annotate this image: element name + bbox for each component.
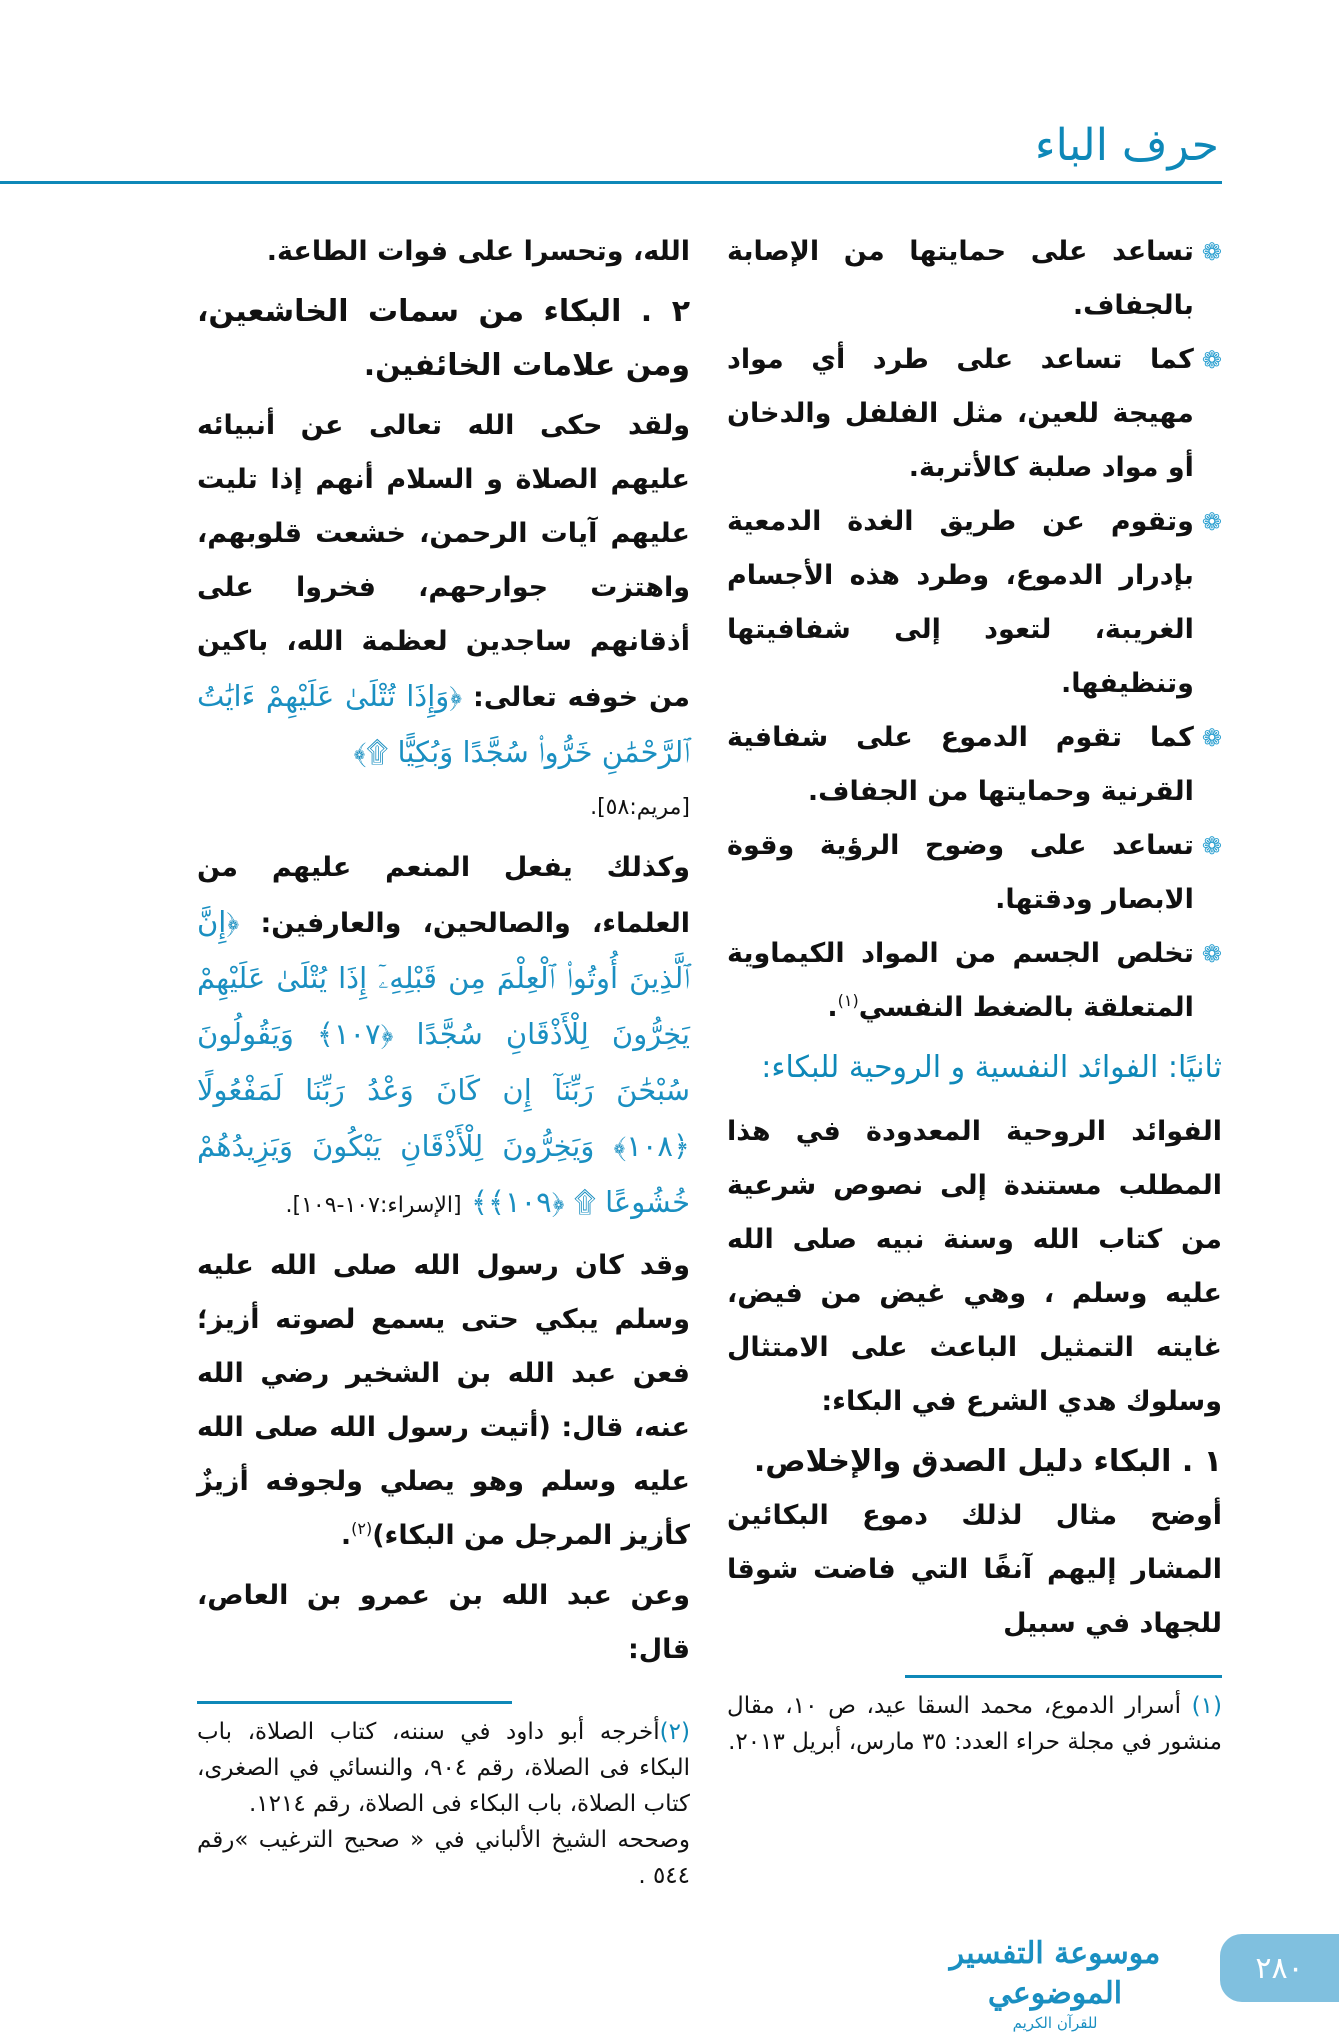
- paragraph: ولقد حكى الله تعالى عن أنبيائه عليهم الصلاة و السلام أنهم إذا تليت عليهم آيات الرحمن، خشعت قلوبهم، واهتزت جوارحهم، فخروا على أذقانهم ساجدين لعظمة الله، باكين من خوفه تعالى: ﴿وَإِذَا تُتْلَىٰ عَلَيْهِمْ ءَايَٰتُ ٱلرَّحْمَٰنِ خَرُّوا۟ سُجَّدًا وَبُكِيًّا ۩﴾: [197, 410, 690, 769]
- right-column: [727, 225, 1222, 1760]
- chapter-title: حرف الباء: [1034, 120, 1219, 171]
- page-footer: [0, 1924, 1339, 2034]
- footnote-area: [727, 1675, 1222, 1760]
- footnote-ref[interactable]: (٢): [351, 1519, 373, 1538]
- bullet-item: ❁ كما تساعد على طرد أي مواد مهيجة للعين، مثل الفلفل والدخان أو مواد صلبة كالأتربة.: [727, 333, 1222, 495]
- section-heading: ثانيًا: الفوائد النفسية و الروحية للبكاء:: [761, 1050, 1222, 1085]
- footnote-area: [197, 1701, 690, 1894]
- verse-reference: [مريم:٥٨].: [590, 795, 690, 820]
- quran-verse: ﴿إِنَّ ٱلَّذِينَ أُوتُوا۟ ٱلْعِلْمَ مِن قَبْلِهِۦٓ إِذَا يُتْلَىٰ عَلَيْهِمْ يَخِرُّونَ لِلْأَذْقَانِ سُجَّدًا ﴿١٠٧﴾ وَيَقُولُونَ سُبْحَٰنَ رَبِّنَآ إِن كَانَ وَعْدُ رَبِّنَا لَمَفْعُولًا ﴿١٠٨﴾ وَيَخِرُّونَ لِلْأَذْقَانِ يَبْكُونَ وَيَزِيدُهُمْ خُشُوعًا ۩ ﴿١٠٩﴾﴾: [197, 905, 690, 1219]
- bullet-item: ❁ تساعد على وضوح الرؤية وقوة الابصار ودقتها.: [727, 819, 1222, 927]
- page-number: ٢٨٠: [1220, 1934, 1339, 2002]
- flower-bullet-icon: ❁: [1201, 832, 1222, 860]
- point-heading: ١ . البكاء دليل الصدق والإخلاص.: [753, 1444, 1222, 1479]
- point-heading: ٢ . البكاء من سمات الخاشعين، ومن علامات الخائفين.: [197, 294, 690, 383]
- flower-bullet-icon: ❁: [1201, 346, 1222, 374]
- header-divider: [0, 181, 1222, 184]
- encyclopedia-logo: موسوعة التفسير الموضوعي للقرآن الكريم: [949, 1936, 1161, 2032]
- paragraph: الفوائد الروحية المعدودة في هذا المطلب مستندة إلى نصوص شرعية من كتاب الله وسنة نبيه صلى الله عليه وسلم ، وهي غيض من فيض، غايته التمثيل الباعث على الامتثال وسلوك هدي الشرع في البكاء:: [727, 1116, 1222, 1417]
- columns: [0, 225, 1339, 1894]
- bullet-item: ❁ وتقوم عن طريق الغدة الدمعية بإدرار الدموع، وطرد هذه الأجسام الغريبة، لتعود إلى شفافيتها وتنظيفها.: [727, 495, 1222, 711]
- footnote-2: (٢)أخرجه أبو داود في سننه، كتاب الصلاة، باب البكاء فى الصلاة، رقم ٩٠٤، والنسائي في الصغرى، كتاب الصلاة، باب البكاء فى الصلاة، رقم ١٢١٤. وصححه الشيخ الألباني في « صحيح الترغيب »رقم ٥٤٤ .: [197, 1719, 690, 1889]
- quran-verse: ﴿وَإِذَا تُتْلَىٰ عَلَيْهِمْ ءَايَٰتُ ٱلرَّحْمَٰنِ خَرُّوا۟ سُجَّدًا وَبُكِيًّا ۩﴾: [197, 679, 690, 769]
- bullet-item: ❁ تخلص الجسم من المواد الكيماوية المتعلقة بالضغط النفسي$^{(١)}$.: [727, 927, 1222, 1035]
- left-column: [197, 225, 690, 1894]
- flower-bullet-icon: ❁: [1201, 238, 1222, 266]
- footnote-ref[interactable]: (١): [837, 991, 859, 1010]
- flower-bullet-icon: ❁: [1201, 508, 1222, 536]
- paragraph: الله، وتحسرا على فوات الطاعة.: [266, 236, 690, 267]
- paragraph: أوضح مثال لذلك دموع البكائين المشار إليهم آنفًا التي فاضت شوقا للجهاد في سبيل: [727, 1500, 1222, 1639]
- footnote-1: (١) أسرار الدموع، محمد السقا عيد، ص ١٠، مقال منشور في مجلة حراء العدد: ٣٥ مارس، أبريل ٢٠١٣.: [727, 1693, 1222, 1755]
- footnote-divider: [905, 1675, 1222, 1678]
- paragraph: وكذلك يفعل المنعم عليهم من العلماء، والصالحين، والعارفين: ﴿إِنَّ ٱلَّذِينَ أُوتُوا۟ ٱلْعِلْمَ مِن قَبْلِهِۦٓ إِذَا يُتْلَىٰ عَلَيْهِمْ يَخِرُّونَ لِلْأَذْقَانِ سُجَّدًا ﴿١٠٧﴾ وَيَقُولُونَ سُبْحَٰنَ رَبِّنَآ إِن كَانَ وَعْدُ رَبِّنَا لَمَفْعُولًا ﴿١٠٨﴾ وَيَخِرُّونَ لِلْأَذْقَانِ يَبْكُونَ وَيَزِيدُهُمْ خُشُوعًا ۩ ﴿١٠٩﴾﴾ [الإسراء:١٠٧-١٠٩].: [197, 852, 690, 1219]
- page-header: [0, 0, 1339, 225]
- flower-bullet-icon: ❁: [1201, 724, 1222, 752]
- bullet-item: ❁ كما تقوم الدموع على شفافية القرنية وحمايتها من الجفاف.: [727, 711, 1222, 819]
- bullet-item: ❁ تساعد على حمايتها من الإصابة بالجفاف.: [727, 225, 1222, 333]
- paragraph: وقد كان رسول الله صلى الله عليه وسلم يبكي حتى يسمع لصوته أزيز؛ فعن عبد الله بن الشخير رضي الله عنه، قال: (أتيت رسول الله صلى الله عليه وسلم وهو يصلي ولجوفه أزيزٌ كأزيز المرجل من البكاء)$^{(٢)}$.: [197, 1250, 690, 1551]
- footnote-divider: [197, 1701, 512, 1704]
- flower-bullet-icon: ❁: [1201, 940, 1222, 968]
- verse-reference: [الإسراء:١٠٧-١٠٩].: [285, 1193, 462, 1218]
- paragraph: وعن عبد الله بن عمرو بن العاص، قال:: [197, 1580, 690, 1665]
